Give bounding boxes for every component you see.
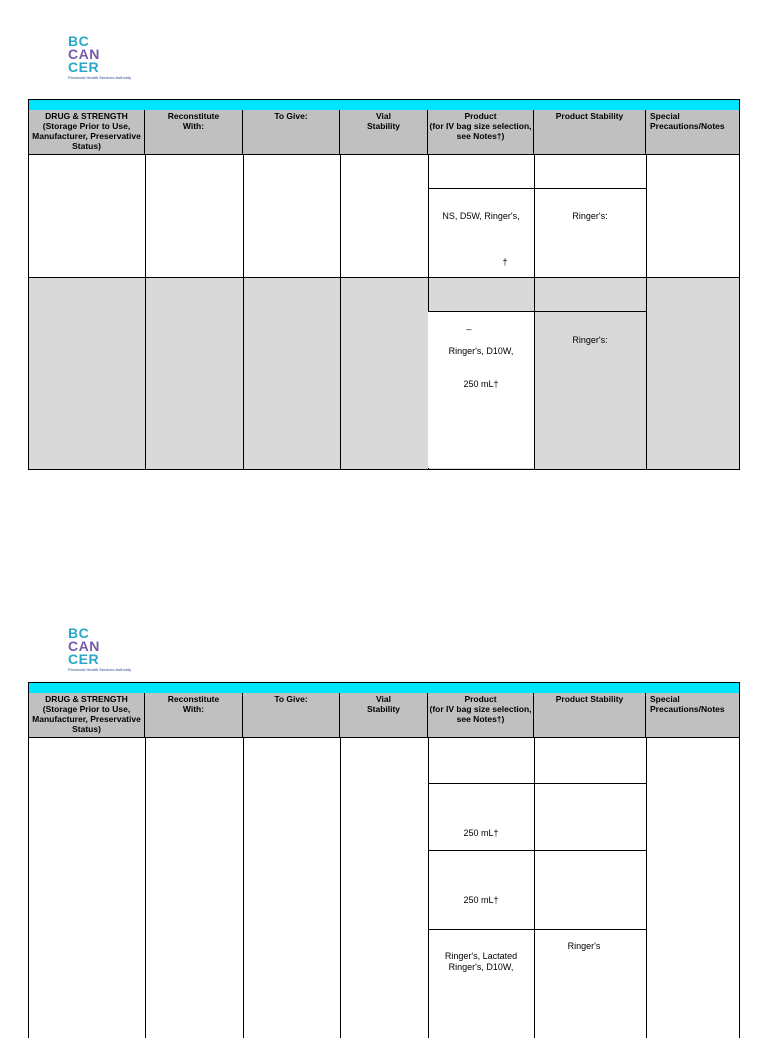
header-product-stability: Product Stability (534, 693, 646, 737)
product-cell-text: NS, D5W, Ringer's, (442, 211, 520, 221)
logo-line-3: CER (68, 59, 100, 75)
stability-cell-text: Ringer's: (572, 335, 608, 345)
header-product: Product (for IV bag size selection, see Notes†) (428, 110, 534, 154)
logo-line-2: CAN (68, 638, 100, 654)
header-special-precautions: Special Precautions/Notes (650, 111, 725, 131)
header-reconstitute: Reconstitute With: (145, 693, 243, 737)
header-special-precautions: Special Precautions/Notes (650, 694, 725, 714)
table-row (28, 278, 740, 470)
header-drug-strength: DRUG & STRENGTH (Storage Prior to Use, Manufacturer, Preservative Status) (29, 110, 145, 154)
logo-line-2: CAN (68, 46, 100, 62)
table-header-row (28, 110, 740, 155)
logo-line-1: BC (68, 625, 90, 641)
stability-cell-text: Ringer's (567, 941, 601, 951)
product-cell-bag: 250 mL† (463, 895, 499, 905)
header-vial-stability: Vial Stability (340, 110, 428, 154)
product-cell-dagger: † (502, 257, 508, 267)
header-vial-stability: Vial Stability (340, 693, 428, 737)
header-to-give: To Give: (243, 693, 340, 737)
header-to-give: To Give: (243, 110, 340, 154)
logo-line-1: BC (68, 33, 90, 49)
header-product: Product (for IV bag size selection, see Notes†) (428, 693, 534, 737)
bc-cancer-logo (68, 35, 158, 85)
table-header-row (28, 693, 740, 738)
header-drug-strength: DRUG & STRENGTH (Storage Prior to Use, Manufacturer, Preservative Status) (29, 693, 145, 737)
product-cell-bag: 250 mL† (463, 828, 499, 838)
header-product-stability: Product Stability (534, 110, 646, 154)
product-cell-bag: 250 mL† (463, 379, 499, 389)
product-cell-text: Ringer's, D10W, (448, 346, 514, 356)
logo-subtext: Provincial Health Services Authority (68, 75, 132, 80)
product-cell-text: Ringer's, Lactated Ringer's, D10W, (444, 951, 518, 972)
logo-line-3: CER (68, 651, 100, 667)
header-reconstitute: Reconstitute With: (145, 110, 243, 154)
stability-cell-text: Ringer's: (572, 211, 608, 221)
table-row (28, 155, 740, 278)
logo-subtext: Provincial Health Services Authority (68, 667, 132, 672)
bc-cancer-logo (68, 627, 158, 677)
table-row (28, 738, 740, 1038)
product-cell-dash: – (466, 324, 472, 334)
